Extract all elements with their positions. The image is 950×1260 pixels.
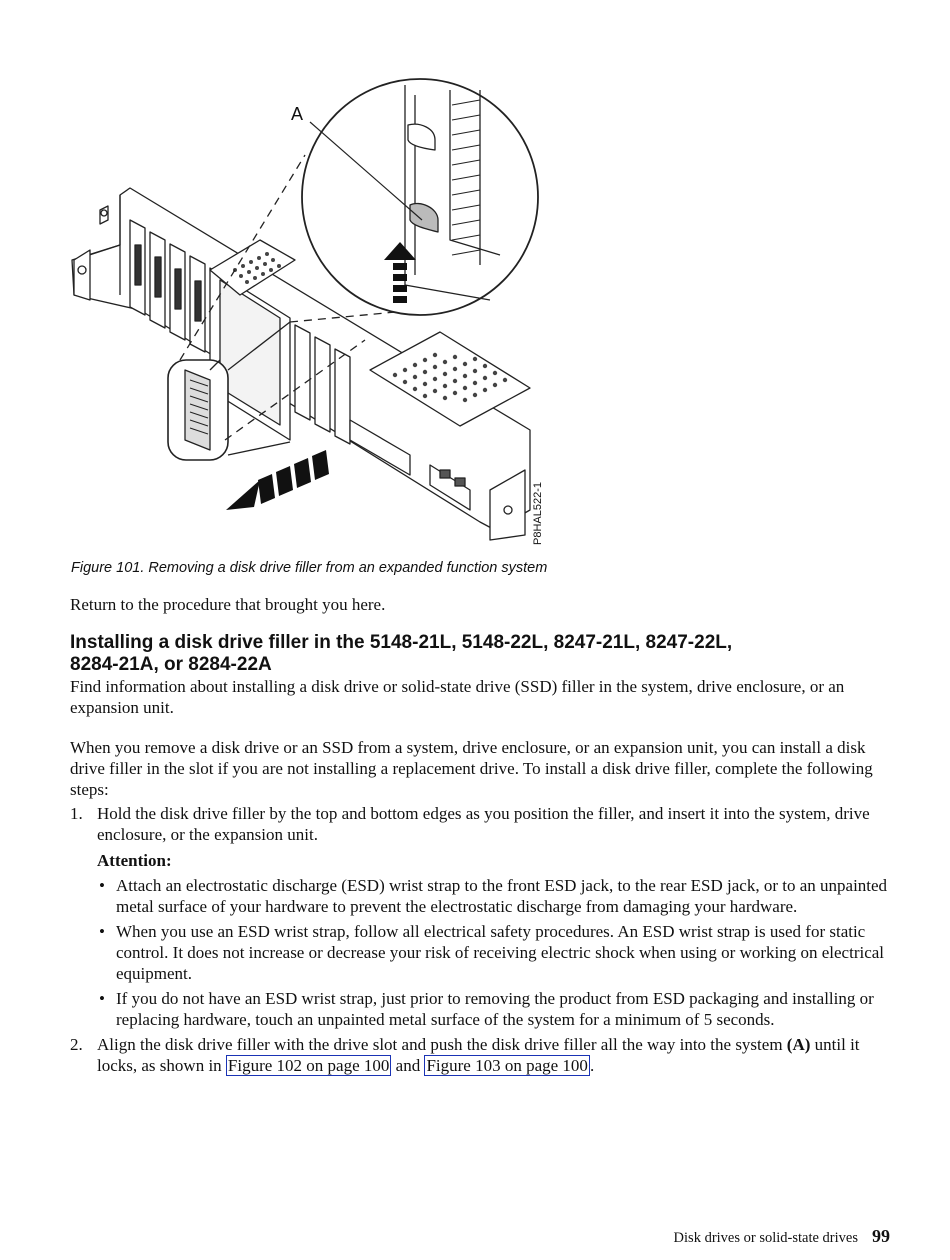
attention-bullets: [97, 875, 895, 1030]
callout-label-a: A: [291, 104, 304, 124]
step-callout-a: (A): [786, 1035, 811, 1054]
bullet-glyph: •: [99, 876, 105, 895]
attention-bullet: [97, 875, 895, 917]
step-text: Hold the disk drive filler by the top and bottom edges as you position the filler, and insert it into the system, drive enclosure, or the expansion unit.: [97, 804, 870, 844]
step-text-part: Align the disk drive filler with the drive slot and push the disk drive filler all the way into the system: [97, 1035, 787, 1054]
procedure-steps: [70, 803, 895, 1076]
section-heading: [70, 632, 890, 676]
bullet-glyph: •: [99, 989, 105, 1008]
step-text-part: and: [391, 1056, 425, 1075]
bullet-text: When you use an ESD wrist strap, follow all electrical safety procedures. An ESD wrist strap is used for static control. It does not increase or decrease your risk of receiving electric shock when using or working on electrical equipment.: [116, 922, 885, 983]
disk-drive-filler-illustration: [60, 70, 560, 550]
footer-section-title: Disk drives or solid-state drives: [673, 1230, 858, 1246]
figure-caption: Figure 101. Removing a disk drive filler from an expanded function system: [71, 560, 548, 576]
section-intro: Find information about installing a disk drive or solid-state drive (SSD) filler in the system, drive enclosure, or an expansion unit.: [70, 677, 845, 717]
step-number: 2.: [70, 1035, 83, 1054]
page-footer: [674, 1226, 890, 1247]
section-heading-line-2: 8284-21A, or 8284-22A: [70, 654, 272, 675]
bullet-glyph: •: [99, 922, 105, 941]
attention-bullet: [97, 988, 895, 1030]
step-number: 1.: [70, 804, 83, 823]
bullet-text: If you do not have an ESD wrist strap, just prior to removing the product from ESD packaging and installing or replacing hardware, touch an unpainted metal surface of the system for a minimum of 5 seconds.: [116, 989, 874, 1029]
return-text: Return to the procedure that brought you here.: [70, 595, 386, 614]
page-number: 99: [872, 1226, 890, 1246]
figure-id: P8HAL522-1: [532, 482, 544, 545]
bullet-text: Attach an electrostatic discharge (ESD) wrist strap to the front ESD jack, to the rear ESD jack, or to an unpainted metal surface of your hardware to prevent the electrostatic discharge from damaging your hardware.: [116, 876, 888, 916]
step-text: [97, 1034, 895, 1076]
section-heading-line-1: Installing a disk drive filler in the 5148-21L, 5148-22L, 8247-21L, 8247-22L,: [70, 632, 733, 653]
figure-102-link[interactable]: Figure 102 on page 100: [227, 1056, 390, 1075]
attention-label: Attention:: [97, 851, 172, 870]
procedure-intro: When you remove a disk drive or an SSD from a system, drive enclosure, or an expansion unit, you can install a disk drive filler in the slot if you are not installing a replacement drive. To install a disk drive filler, complete the following steps:: [70, 738, 873, 799]
step-text-part: until it locks, as shown in: [97, 1035, 860, 1075]
attention-bullet: [97, 921, 895, 984]
step-2: [70, 1034, 895, 1076]
step-1: [70, 803, 895, 1030]
step-text-part: .: [589, 1056, 595, 1075]
figure-103-link[interactable]: Figure 103 on page 100: [426, 1056, 588, 1075]
